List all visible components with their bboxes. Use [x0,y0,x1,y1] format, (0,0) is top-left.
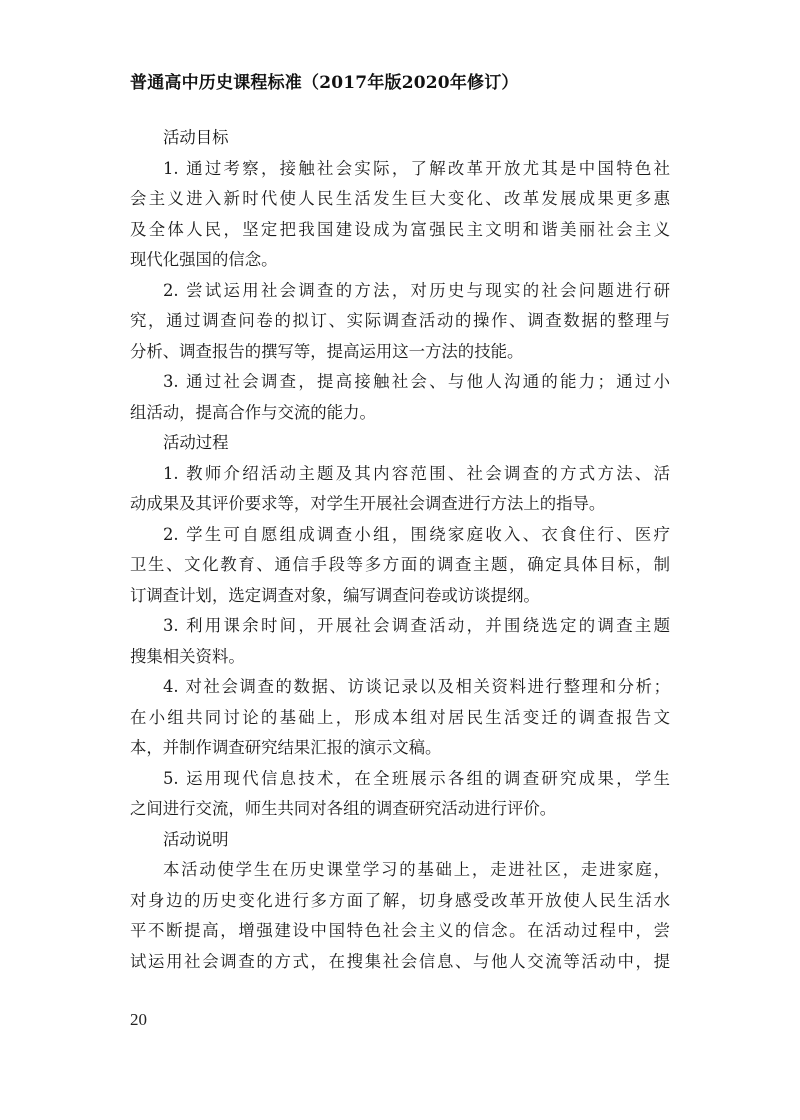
text-line: 3. 通过社会调查，提高接触社会、与他人沟通的能力；通过小 [163,372,670,391]
section-heading: 活动说明 [163,829,229,849]
text-line: 5. 运用现代信息技术，在全班展示各组的调查研究成果，学生 [163,768,670,788]
text-line: 组活动，提高合作与交流的能力。 [130,402,376,422]
page-body [130,123,670,977]
text-line: 在小组共同讨论的基础上，形成本组对居民生活变迁的调查报告文 [130,707,670,727]
text-line: 本，并制作调查研究结果汇报的演示文稿。 [130,738,442,757]
paragraph [130,611,670,672]
paragraph [130,855,670,977]
paragraph [130,276,670,368]
text-line: 之间进行交流，师生共同对各组的调查研究活动进行评价。 [130,799,557,818]
text-line: 2. 学生可自愿组成调查小组，围绕家庭收入、衣食住行、医疗 [163,524,670,544]
text-line: 分析、调查报告的撰写等，提高运用这一方法的技能。 [130,341,524,361]
page-number: 20 [130,1010,147,1029]
paragraph [130,154,670,276]
paragraph [130,367,670,428]
text-line: 究，通过调查问卷的拟订、实际调查活动的操作、调查数据的整理与 [130,311,670,330]
paragraph [130,672,670,764]
text-line: 现代化强国的信念。 [130,250,278,269]
text-line: 搜集相关资料。 [130,646,245,666]
text-line: 动成果及其评价要求等，对学生开展社会调查进行方法上的指导。 [130,494,606,513]
text-line: 1. 教师介绍活动主题及其内容范围、社会调查的方式方法、活 [163,463,670,483]
paragraph [130,764,670,825]
paragraph [130,520,670,612]
text-line: 会主义进入新时代使人民生活发生巨大变化、改革发展成果更多惠 [130,189,670,208]
text-line: 2. 尝试运用社会调查的方法，对历史与现实的社会问题进行研 [163,280,670,300]
text-line: 订调查计划，选定调查对象，编写调查问卷或访谈提纲。 [130,585,540,605]
section-heading: 活动目标 [163,128,229,147]
text-line: 4. 对社会调查的数据、访谈记录以及相关资料进行整理和分析； [163,677,670,696]
text-line: 平不断提高，增强建设中国特色社会主义的信念。在活动过程中，尝 [130,921,670,940]
text-line: 对身边的历史变化进行多方面了解，切身感受改革开放使人民生活水 [130,890,670,910]
text-line: 3. 利用课余时间，开展社会调查活动，并围绕选定的调查主题 [163,616,670,635]
paragraph [130,459,670,520]
text-line: 1. 通过考察，接触社会实际，了解改革开放尤其是中国特色社 [163,158,670,178]
text-line: 试运用社会调查的方式，在搜集社会信息、与他人交流等活动中，提 [130,951,670,971]
text-line: 卫生、文化教育、通信手段等多方面的调查主题，确定具体目标，制 [130,555,670,574]
running-header-title: 普通高中历史课程标准（2017年版2020年修订） [130,73,519,93]
text-line: 及全体人民，坚定把我国建设成为富强民主文明和谐美丽社会主义 [130,219,670,239]
section-heading: 活动过程 [163,433,229,452]
text-line: 本活动使学生在历史课堂学习的基础上，走进社区，走进家庭， [163,860,670,879]
